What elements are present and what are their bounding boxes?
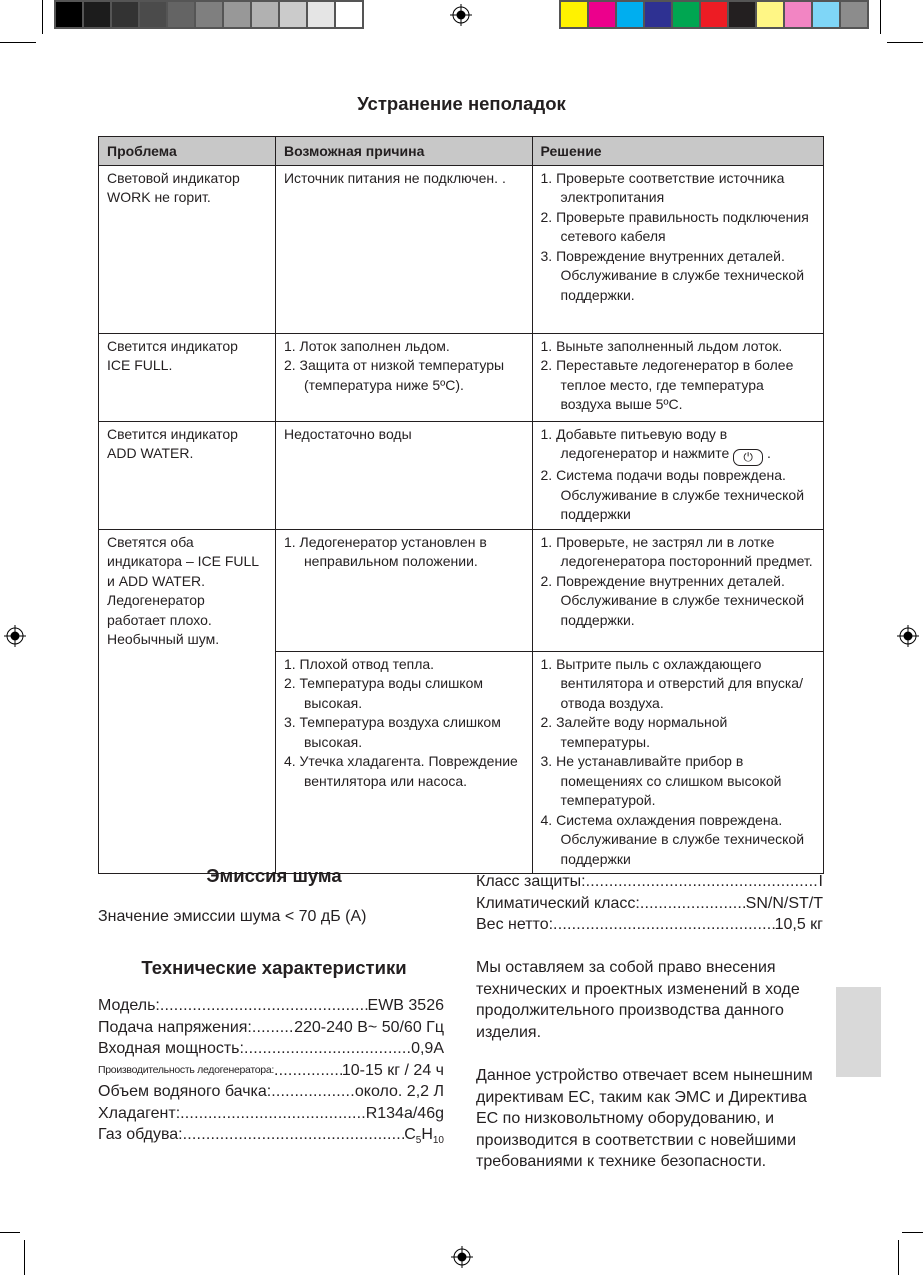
solution-item: 2. Переставьте ледогенератор в более теплое место, где температура воздуха выше 5ºC.: [540, 357, 794, 412]
table-header-row: [99, 137, 824, 166]
crop-mark: [0, 42, 36, 43]
problem-text: Светятся оба индикатора – ICE FULL и ADD WATER. Ледогенератор работает плохо. Необычный шум.: [107, 533, 259, 647]
spec-label: Вес нетто:: [476, 916, 554, 933]
solution-cell: [532, 529, 823, 651]
gray-swatch: [308, 2, 334, 27]
header-problem: Проблема: [99, 137, 276, 166]
spec-row: [476, 871, 823, 893]
spec-label: Хладагент:: [98, 1104, 181, 1122]
solution-item: 2. Залейте воду нормальной температуры.: [540, 714, 728, 750]
solution-item: 1. Выньте заполненный льдом лоток.: [540, 337, 783, 354]
gray-swatch: [224, 2, 250, 27]
color-swatch: [729, 2, 755, 27]
page-title: Устранение неполадок: [357, 93, 566, 114]
cause-item: 1. Лоток заполнен льдом.: [283, 337, 450, 354]
cause-item: 1. Ледогенератор установлен в неправильном положении.: [283, 533, 487, 569]
gray-swatch: [56, 2, 82, 27]
spec-row: [98, 1060, 444, 1082]
spec-row: [98, 1081, 444, 1103]
table-row: [99, 421, 824, 529]
solution-text-tail: .: [763, 445, 771, 461]
solution-item: 2. Система подачи воды повреждена. Обслуживание в службе технической поддержки: [540, 467, 805, 522]
spec-row: [98, 1103, 444, 1125]
solution-cell: [532, 333, 823, 421]
cause-cell: [275, 421, 532, 529]
gray-swatch: [168, 2, 194, 27]
spec-value: I: [818, 873, 823, 890]
compliance-notice: Данное устройство отвечает всем нынешним директивам ЕС, таким как ЭМС и Директива ЕС по низковольтному оборудованию, и производится в соответствии с новейшими требованиями к технике безопасности.: [476, 1067, 813, 1170]
noise-heading: Эмиссия шума: [206, 865, 342, 886]
solution-cell: [532, 421, 823, 529]
spec-value: R134a/46g: [365, 1104, 444, 1122]
solution-item: 1. Проверьте соответствие источника электропитания: [540, 169, 785, 205]
problem-cell: [99, 333, 276, 421]
cause-item: Источник питания не подключен. .: [283, 169, 506, 186]
color-swatch: [589, 2, 615, 27]
gray-swatch: [112, 2, 138, 27]
problem-cell: [99, 421, 276, 529]
color-swatch: [757, 2, 783, 27]
cause-item: 4. Утечка хладагента. Повреждение вентилятора или насоса.: [283, 753, 518, 789]
header-cause: Возможная причина: [275, 137, 532, 166]
cause-item: 2. Температура воды слишком высокая.: [283, 675, 483, 711]
spec-label: Входная мощность:: [98, 1040, 244, 1057]
crop-mark: [24, 1240, 25, 1275]
spec-value: 0,9А: [411, 1040, 444, 1057]
registration-mark-icon: [450, 4, 472, 26]
spec-value: SN/N/ST/T: [745, 894, 823, 912]
color-swatch: [701, 2, 727, 27]
spec-row: [98, 1124, 444, 1152]
spec-row: [98, 1038, 444, 1060]
gray-swatch: [84, 2, 110, 27]
solution-item: 2. Повреждение внутренних деталей. Обслуживание в службе технической поддержки.: [540, 572, 805, 628]
spec-value: 220-240 В~ 50/60 Гц: [294, 1018, 444, 1036]
troubleshooting-table: [98, 136, 824, 874]
cause-cell: [275, 529, 532, 651]
crop-mark: [880, 0, 881, 34]
gray-swatch: [252, 2, 278, 27]
noise-text: Значение эмиссии шума < 70 дБ (A): [98, 908, 367, 925]
side-thumb-tab: [836, 987, 881, 1077]
cause-item: 3. Температура воздуха слишком высокая.: [283, 714, 501, 750]
solution-item: 1. Вытрите пыль с охлаждающего вентилятора и отверстий для впуска/ отвода воздуха.: [540, 655, 803, 711]
changes-notice: Мы оставляем за собой право внесения технических и проектных изменений в ходе продолжительного производства данного изделия.: [476, 959, 800, 1041]
spec-label: Подача напряжения:: [98, 1018, 252, 1036]
cause-item: 1. Плохой отвод тепла.: [283, 655, 435, 672]
solution-item: 2. Проверьте правильность подключения сетевого кабеля: [540, 208, 809, 244]
spec-label: Объем водяного бачка:: [98, 1083, 272, 1100]
solution-item: 3. Повреждение внутренних деталей. Обслуживание в службе технической поддержки.: [540, 247, 805, 303]
spec-value: 10-15 кг / 24 ч: [341, 1061, 444, 1079]
spec-label: Модель:: [98, 997, 160, 1014]
solution-cell: [532, 165, 823, 333]
spec-label: Класс защиты:: [476, 873, 586, 890]
crop-mark: [898, 1240, 899, 1275]
spec-label: Газ обдува:: [98, 1126, 183, 1143]
problem-text: Световой индикатор WORK не горит.: [107, 169, 240, 205]
color-bar: [559, 0, 869, 29]
specs-list-right: [476, 871, 823, 936]
color-swatch: [645, 2, 671, 27]
cause-cell: [275, 651, 532, 874]
power-button-icon: ⏻: [733, 449, 763, 466]
registration-mark-icon: [4, 625, 26, 647]
color-swatch: [813, 2, 839, 27]
specs-heading: Технические характеристики: [141, 957, 407, 978]
header-solution: Решение: [532, 137, 823, 166]
spec-value: $C_5H_{10}$: [404, 1126, 444, 1147]
gray-swatch: [336, 2, 362, 27]
crop-mark: [42, 0, 43, 34]
solution-item: 1. Проверьте, не застрял ли в лотке ледогенератора посторонний предмет.: [540, 533, 813, 569]
spec-label: Производительность ледогенератора:: [98, 1063, 274, 1076]
problem-text: Светится индикатор ADD WATER.: [107, 425, 238, 461]
color-swatch: [841, 2, 867, 27]
color-swatch: [785, 2, 811, 27]
spec-value: EWB 3526: [367, 997, 444, 1014]
color-swatch: [561, 2, 587, 27]
spec-row: [98, 995, 444, 1017]
cause-cell: [275, 165, 532, 333]
problem-cell: [99, 165, 276, 333]
cause-item: 2. Защита от низкой температуры (температура ниже 5ºC).: [283, 357, 505, 393]
table-row: [99, 529, 824, 651]
crop-mark: [887, 42, 923, 43]
spec-row: [476, 893, 823, 915]
solution-item: 3. Не устанавливайте прибор в помещениях со слишком высокой температурой.: [540, 753, 782, 808]
problem-text: Светится индикатор ICE FULL.: [107, 337, 238, 373]
registration-mark-icon: [897, 625, 919, 647]
spec-row: [476, 914, 823, 936]
specs-list: [98, 995, 444, 1152]
solution-cell: [532, 651, 823, 874]
spec-value: около. 2,2 Л: [354, 1083, 444, 1100]
spec-label: Климатический класс:: [476, 894, 640, 912]
registration-mark-icon: [451, 1246, 473, 1268]
gray-swatch: [140, 2, 166, 27]
solution-item: [541, 425, 815, 467]
gray-swatch: [280, 2, 306, 27]
color-swatch: [617, 2, 643, 27]
problem-cell: [99, 529, 276, 874]
solution-text: 1. Добавьте питьевую воду в ледогенератор и нажмите: [540, 425, 730, 461]
crop-mark: [902, 1232, 923, 1233]
spec-value: 10,5 кг: [774, 916, 823, 933]
solution-item: 4. Система охлаждения повреждена. Обслуживание в службе технической поддержки: [540, 811, 805, 867]
crop-mark: [0, 1232, 20, 1233]
spec-row: [98, 1017, 444, 1039]
cause-item: Недостаточно воды: [283, 425, 412, 442]
table-row: [99, 165, 824, 333]
table-row: [99, 333, 824, 421]
color-swatch: [673, 2, 699, 27]
grayscale-bar: [54, 0, 364, 29]
cause-cell: [275, 333, 532, 421]
gray-swatch: [196, 2, 222, 27]
